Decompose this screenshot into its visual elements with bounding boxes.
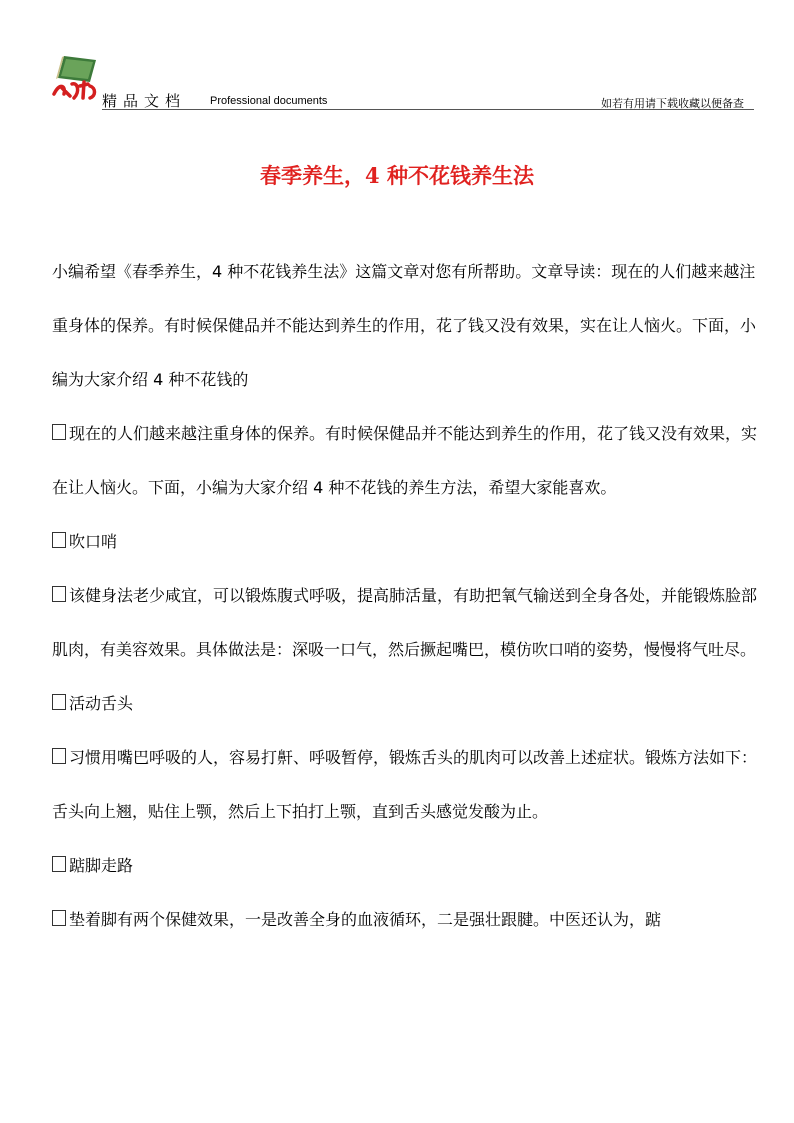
paragraph-text: 吹口哨: [69, 532, 118, 551]
paragraph-text: 活动舌头: [69, 694, 134, 713]
page-header: [50, 52, 754, 112]
paragraph: [52, 245, 764, 407]
header-note: 如若有用请下载收藏以便备查: [601, 97, 744, 110]
checkbox-glyph-icon: [52, 694, 66, 710]
checkbox-glyph-icon: [52, 586, 66, 602]
paragraph: [52, 515, 764, 569]
document-title: 春季养生，4 种不花钱养生法: [260, 163, 534, 188]
paragraph-text: 垫着脚有两个保健效果，一是改善全身的血液循环，二是强壮跟腱。中医还认为，踮: [69, 910, 662, 929]
paragraph: [52, 569, 764, 677]
document-body: [52, 245, 764, 947]
paragraph: [52, 731, 764, 839]
checkbox-glyph-icon: [52, 910, 66, 926]
paragraph: [52, 677, 764, 731]
checkbox-glyph-icon: [52, 856, 66, 872]
book-logo-icon: [50, 52, 102, 104]
paragraph: [52, 407, 764, 515]
paragraph-text: 现在的人们越来越注重身体的保养。有时候保健品并不能达到养生的作用，花了钱又没有效果，实在让人恼火。下面，小编为大家介绍 4 种不花钱的养生方法，希望大家能喜欢。: [52, 424, 758, 497]
brand-title: 精品文档: [102, 92, 187, 110]
paragraph-text: 踮脚走路: [69, 856, 134, 875]
paragraph: [52, 893, 764, 947]
paragraph-text: 习惯用嘴巴呼吸的人，容易打鼾、呼吸暂停，锻炼舌头的肌肉可以改善上述症状。锻炼方法如下：舌头向上翘，贴住上颚，然后上下拍打上颚，直到舌头感觉发酸为止。: [52, 748, 758, 821]
checkbox-glyph-icon: [52, 748, 66, 764]
brand-subtitle: Professional documents: [210, 95, 328, 107]
header-divider: [102, 109, 754, 110]
checkbox-glyph-icon: [52, 424, 66, 440]
checkbox-glyph-icon: [52, 532, 66, 548]
paragraph: [52, 839, 764, 893]
paragraph-text: 小编希望《春季养生，4 种不花钱养生法》这篇文章对您有所帮助。文章导读：现在的人们越来越注重身体的保养。有时候保健品并不能达到养生的作用，花了钱又没有效果，实在让人恼火。下面，小编为大家介绍 4 种不花钱的: [52, 262, 757, 389]
paragraph-text: 该健身法老少咸宜，可以锻炼腹式呼吸，提高肺活量，有助把氧气输送到全身各处，并能锻炼脸部肌肉，有美容效果。具体做法是：深吸一口气，然后撅起嘴巴，模仿吹口哨的姿势，慢慢将气吐尽。: [52, 586, 758, 659]
